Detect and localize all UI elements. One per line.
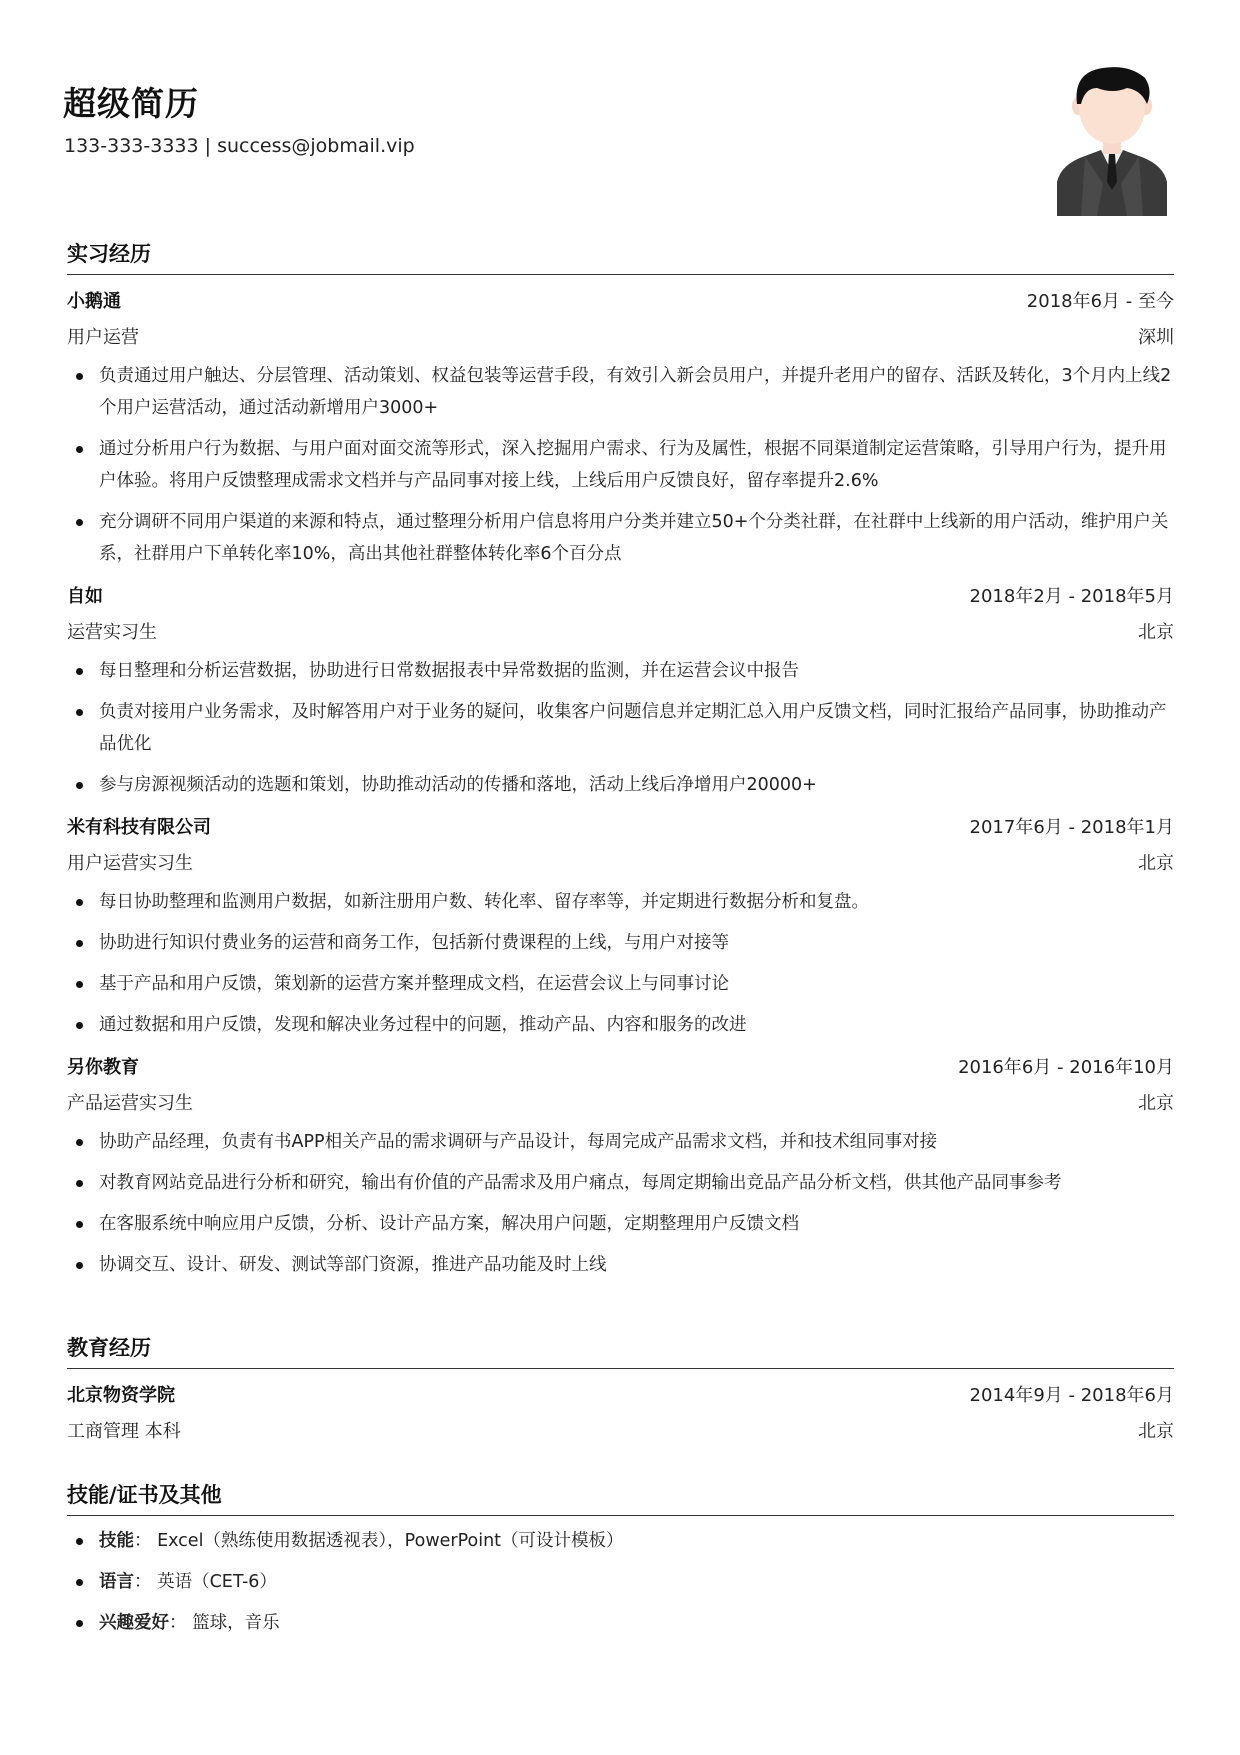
company-name: 自如 — [67, 586, 103, 607]
list-item: 协助产品经理，负责有书APP相关产品的需求调研与产品设计，每周完成产品需求文档，并和技术组同事对接 — [67, 1126, 1174, 1158]
date-range: 2018年2月 - 2018年5月 — [969, 586, 1174, 607]
education-entry — [67, 1378, 1174, 1450]
list-item: 技能： Excel（熟练使用数据透视表），PowerPoint（可设计模板） — [67, 1525, 1174, 1557]
bullet-list — [67, 655, 1174, 801]
skill-label: 语言 — [99, 1572, 134, 1592]
internship-title: 实习经历 — [67, 242, 151, 266]
section-divider — [67, 1515, 1174, 1516]
experience-entry — [67, 1050, 1174, 1281]
education-section — [67, 1331, 1174, 1450]
list-item: 负责通过用户触达、分层管理、活动策划、权益包装等运营手段，有效引入新会员用户，并提升老用户的留存、活跃及转化，3个月内上线2个用户运营活动，通过活动新增用户3000+ — [67, 360, 1174, 424]
list-item: 每日协助整理和监测用户数据，如新注册用户数、转化率、留存率等，并定期进行数据分析和复盘。 — [67, 886, 1174, 918]
education-title: 教育经历 — [67, 1336, 151, 1360]
contact-info: 133-333-3333 | success@jobmail.vip — [64, 135, 415, 157]
list-item: 通过数据和用户反馈，发现和解决业务过程中的问题，推动产品、内容和服务的改进 — [67, 1009, 1174, 1041]
bullet-list — [67, 886, 1174, 1041]
resume-name: 超级简历 — [63, 84, 199, 123]
list-item: 兴趣爱好： 篮球，音乐 — [67, 1607, 1174, 1639]
skill-label: 技能 — [99, 1531, 134, 1551]
skills-section — [67, 1478, 1174, 1648]
skill-value: Excel（熟练使用数据透视表），PowerPoint（可设计模板） — [157, 1531, 624, 1551]
date-range: 2016年6月 - 2016年10月 — [958, 1057, 1174, 1078]
location: 北京 — [1138, 1093, 1174, 1114]
experience-entry — [67, 579, 1174, 801]
company-name: 另你教育 — [67, 1057, 139, 1078]
date-range: 2018年6月 - 至今 — [1026, 291, 1174, 312]
list-item: 每日整理和分析运营数据，协助进行日常数据报表中异常数据的监测，并在运营会议中报告 — [67, 655, 1174, 687]
skill-value: 篮球，音乐 — [192, 1613, 280, 1633]
company-name: 米有科技有限公司 — [67, 817, 211, 838]
location: 深圳 — [1138, 327, 1174, 348]
list-item: 协调交互、设计、研发、测试等部门资源，推进产品功能及时上线 — [67, 1249, 1174, 1281]
skills-title: 技能/证书及其他 — [67, 1483, 222, 1507]
location: 北京 — [1138, 622, 1174, 643]
skill-value: 英语（CET-6） — [157, 1572, 277, 1592]
company-name: 小鹅通 — [67, 291, 121, 312]
location: 北京 — [1138, 853, 1174, 874]
list-item: 对教育网站竞品进行分析和研究，输出有价值的产品需求及用户痛点，每周定期输出竞品产品分析文档，供其他产品同事参考 — [67, 1167, 1174, 1199]
job-role: 用户运营 — [67, 327, 139, 348]
list-item: 基于产品和用户反馈，策划新的运营方案并整理成文档，在运营会议上与同事讨论 — [67, 968, 1174, 1000]
experience-entry — [67, 810, 1174, 1041]
school-name: 北京物资学院 — [67, 1385, 175, 1406]
list-item: 通过分析用户行为数据、与用户面对面交流等形式，深入挖掘用户需求、行为及属性，根据不同渠道制定运营策略，引导用户行为，提升用户体验。将用户反馈整理成需求文档并与产品同事对接上线，上线后用户反馈良好，留存率提升2.6% — [67, 433, 1174, 497]
location: 北京 — [1138, 1421, 1174, 1442]
list-item: 充分调研不同用户渠道的来源和特点，通过整理分析用户信息将用户分类并建立50+个分类社群，在社群中上线新的用户活动，维护用户关系，社群用户下单转化率10%，高出其他社群整体转化率6个百分点 — [67, 506, 1174, 570]
experience-entry — [67, 284, 1174, 570]
bullet-list — [67, 1126, 1174, 1281]
date-range: 2014年9月 - 2018年6月 — [969, 1385, 1174, 1406]
section-divider — [67, 1368, 1174, 1369]
bullet-list — [67, 360, 1174, 570]
job-role: 运营实习生 — [67, 622, 157, 643]
section-divider — [67, 274, 1174, 275]
list-item: 协助进行知识付费业务的运营和商务工作，包括新付费课程的上线，与用户对接等 — [67, 927, 1174, 959]
skill-label: 兴趣爱好 — [99, 1613, 169, 1633]
skills-list — [67, 1525, 1174, 1639]
date-range: 2017年6月 - 2018年1月 — [969, 817, 1174, 838]
job-role: 产品运营实习生 — [67, 1093, 193, 1114]
internship-section — [67, 237, 1174, 1290]
avatar-icon — [1057, 64, 1167, 216]
list-item: 语言： 英语（CET-6） — [67, 1566, 1174, 1598]
list-item: 在客服系统中响应用户反馈，分析、设计产品方案，解决用户问题，定期整理用户反馈文档 — [67, 1208, 1174, 1240]
major-degree: 工商管理 本科 — [67, 1421, 181, 1442]
list-item: 负责对接用户业务需求，及时解答用户对于业务的疑问，收集客户问题信息并定期汇总入用户反馈文档，同时汇报给产品同事，协助推动产品优化 — [67, 696, 1174, 760]
list-item: 参与房源视频活动的选题和策划，协助推动活动的传播和落地，活动上线后净增用户20000+ — [67, 769, 1174, 801]
job-role: 用户运营实习生 — [67, 853, 193, 874]
